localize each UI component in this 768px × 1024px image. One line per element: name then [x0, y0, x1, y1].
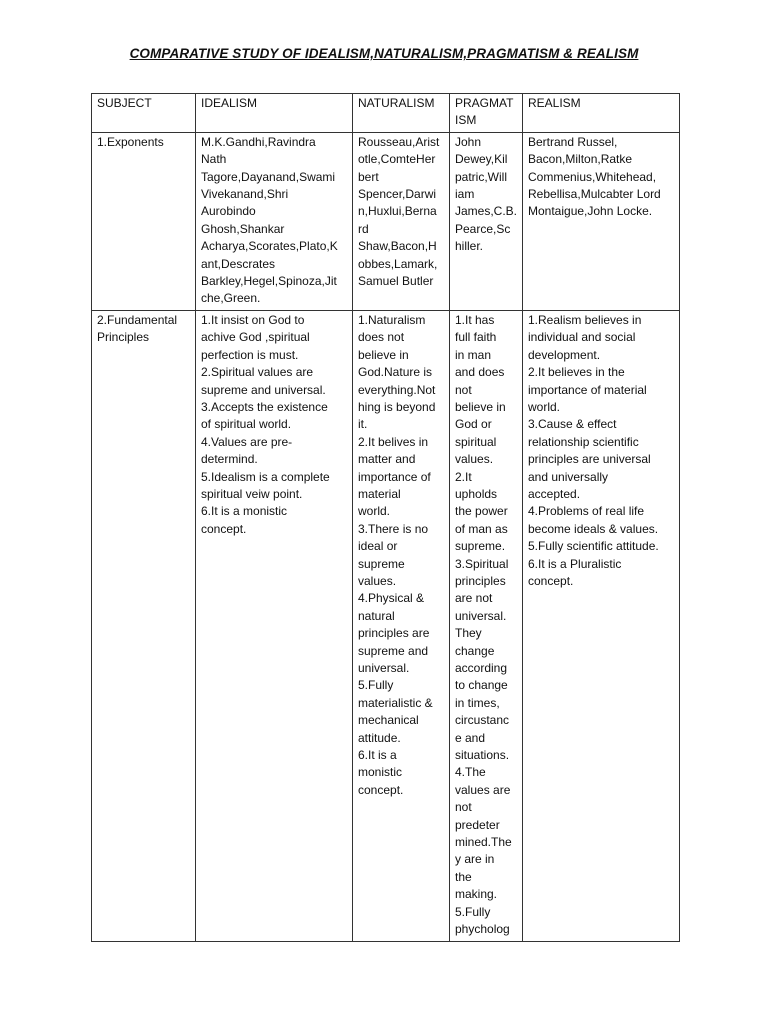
cell-realism: Bertrand Russel, Bacon,Milton,Ratke Commenius,Whitehead, Rebellisa,Mulcabter Lord Montaigue,John Locke. [523, 132, 680, 310]
cell-pragmatism: John Dewey,Kil patric,Will iam James,C.B. Pearce,Sc hiller. [450, 132, 523, 310]
document-title: COMPARATIVE STUDY OF IDEALISM,NATURALISM,PRAGMATISM & REALISM [129, 46, 639, 61]
cell-realism: 1.Realism believes in individual and social development. 2.It believes in the importance of material world. 3.Cause & effect relationship scientific principles are universal and universally accepted. 4.Problems of real life become ideals & values. 5.Fully scientific attitude. 6.It is a Pluralistic concept. [523, 310, 680, 941]
cell-idealism: 1.It insist on God to achive God ,spiritual perfection is must. 2.Spiritual values are supreme and universal. 3.Accepts the existence of spiritual world. 4.Values are pre- determind. 5.Idealism is a complete spiritual veiw point. 6.It is a monistic concept. [196, 310, 353, 941]
table-header-row [92, 94, 680, 133]
table-row-principles [92, 310, 680, 941]
cell-subject: 1.Exponents [92, 132, 196, 310]
cell-idealism: M.K.Gandhi,Ravindra Nath Tagore,Dayanand,Swami Vivekanand,Shri Aurobindo Ghosh,Shankar Acharya,Scorates,Plato,K ant,Descrates Barkley,Hegel,Spinoza,Jit che,Green. [196, 132, 353, 310]
cell-subject: 2.Fundamental Principles [92, 310, 196, 941]
header-realism: REALISM [523, 94, 680, 133]
header-idealism: IDEALISM [196, 94, 353, 133]
comparison-table [91, 93, 680, 942]
header-pragmatism: PRAGMAT ISM [450, 94, 523, 133]
cell-naturalism: Rousseau,Arist otle,ComteHer bert Spencer,Darwi n,Huxlui,Berna rd Shaw,Bacon,H obbes,Lamark, Samuel Butler [353, 132, 450, 310]
cell-pragmatism: 1.It has full faith in man and does not believe in God or spiritual values. 2.It upholds the power of man as supreme. 3.Spiritual principles are not universal. They change according to change in times, circustanc e and situations. 4.The values are not predeter mined.The y are in the making. 5.Fully phycholog [450, 310, 523, 941]
table-row-exponents [92, 132, 680, 310]
header-naturalism: NATURALISM [353, 94, 450, 133]
header-subject: SUBJECT [92, 94, 196, 133]
cell-naturalism: 1.Naturalism does not believe in God.Nature is everything.Not hing is beyond it. 2.It belives in matter and importance of material world. 3.There is no ideal or supreme values. 4.Physical & natural principles are supreme and universal. 5.Fully materialistic & mechanical attitude. 6.It is a monistic concept. [353, 310, 450, 941]
